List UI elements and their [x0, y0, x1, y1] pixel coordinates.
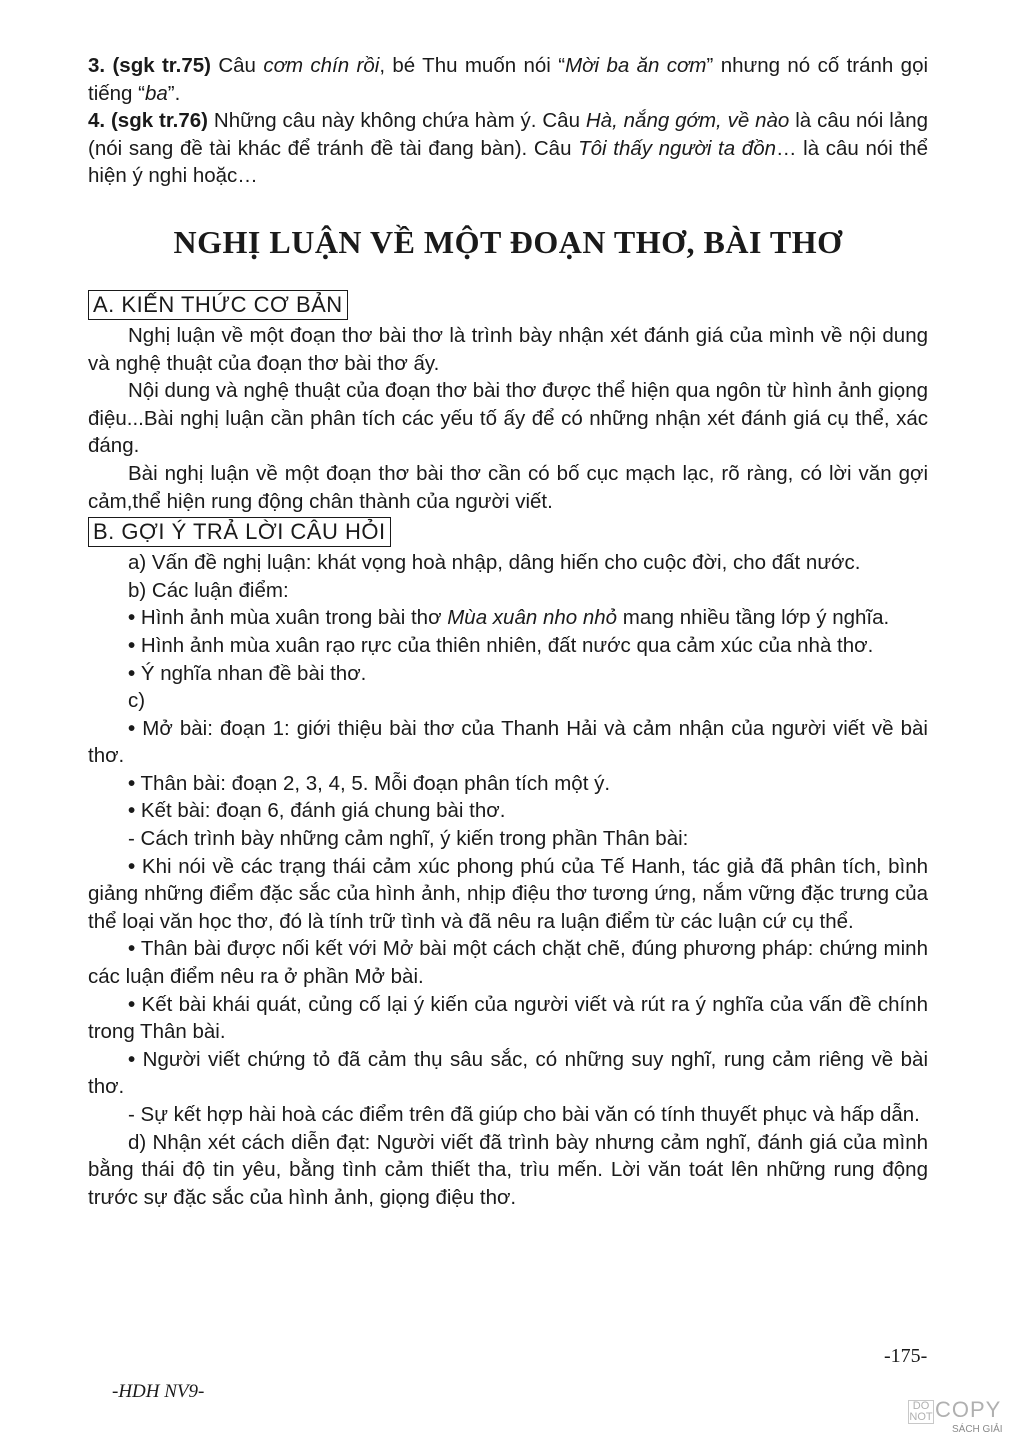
list-item: - Cách trình bày những cảm nghĩ, ý kiến trong phần Thân bài:	[128, 827, 689, 851]
section-b-heading: B. GỢI Ý TRẢ LỜI CÂU HỎI	[88, 517, 391, 547]
bullet-icon: •	[128, 771, 136, 795]
list-item: • Hình ảnh mùa xuân trong bài thơ Mùa xuân nho nhỏ mang nhiều tầng lớp ý nghĩa.	[128, 606, 890, 630]
item-b: b) Các luận điểm:	[128, 578, 289, 602]
page-title: NGHỊ LUẬN VỀ MỘT ĐOẠN THƠ, BÀI THƠ	[173, 223, 843, 260]
list-item: • Thân bài: đoạn 2, 3, 4, 5. Mỗi đoạn phân tích một ý.	[128, 771, 611, 795]
bullet-icon: •	[128, 799, 136, 823]
list-item: - Sự kết hợp hài hoà các điểm trên đã giúp cho bài văn có tính thuyết phục và hấp dẫn.	[128, 1103, 920, 1126]
bullet-icon: •	[128, 854, 136, 878]
bullet-icon: •	[128, 937, 136, 961]
answer-4: 4. (sgk tr.76) Những câu này không chứa hàm ý. Câu Hà, nắng gớm, về nào là câu nói lảng (nói sang đề tài khác để tránh đề tài đang bàn). Câu Tôi thấy người ta đồn… là câu nói thể hiện ý nghi hoặc…	[88, 109, 928, 188]
item-d: d) Nhận xét cách diễn đạt: Người viết đã trình bày nhưng cảm nghĩ, đánh giá của mình bằng thái độ tin yêu, bằng tình cảm thiết tha, trìu mến. Lời văn toát lên những rung động trước sự đặc sắc của hình ảnh, giọng điệu thơ.	[88, 1130, 928, 1209]
section-a-paragraph: Nghị luận về một đoạn thơ bài thơ là trình bày nhận xét đánh giá của mình về nội dung và nghệ thuật của đoạn thơ bài thơ ấy.	[88, 323, 928, 375]
bullet-icon: •	[128, 661, 136, 685]
list-item: • Hình ảnh mùa xuân rạo rực của thiên nhiên, đất nước qua cảm xúc của nhà thơ.	[128, 633, 874, 657]
section-a-paragraph: Bài nghị luận về một đoạn thơ bài thơ cần có bố cục mạch lạc, rõ ràng, có lời văn gợi cảm,thể hiện rung động chân thành của người viết.	[88, 461, 928, 513]
answer-3: 3. (sgk tr.75) Câu cơm chín rồi, bé Thu muốn nói “Mời ba ăn cơm” nhưng nó cố tránh gọi tiếng “ba”.	[88, 54, 929, 105]
page-number: -175-	[884, 1345, 928, 1367]
bullet-icon: •	[128, 633, 136, 657]
list-item: • Khi nói về các trạng thái cảm xúc phong phú của Tế Hanh, tác giả đã phân tích, bình giảng những điểm đặc sắc của hình ảnh, nhịp điệu thơ tương ứng, nắm vững đặc trưng của thể loại văn học thơ, đó là tính trữ tình và đã nêu ra luận điểm từ các luận cứ cụ thể.	[88, 854, 928, 933]
watermark-stamp	[908, 1397, 1008, 1444]
answer-3-label: 3. (sgk tr.75)	[88, 54, 211, 77]
bullet-icon: •	[128, 992, 136, 1016]
page-content	[88, 52, 928, 1211]
section-a-paragraph: Nội dung và nghệ thuật của đoạn thơ bài thơ được thể hiện qua ngôn từ hình ảnh giọng điệu...Bài nghị luận cần phân tích các yếu tố ấy để có những nhận xét đánh giá cụ thể, xác đáng.	[88, 379, 928, 458]
list-item: • Ý nghĩa nhan đề bài thơ.	[128, 661, 367, 685]
list-item: • Mở bài: đoạn 1: giới thiệu bài thơ của Thanh Hải và cảm nhận của người viết về bài thơ.	[88, 716, 928, 768]
list-item: • Kết bài khái quát, củng cố lại ý kiến của người viết và rút ra ý nghĩa của vấn đề chính trong Thân bài.	[88, 992, 928, 1044]
list-item: • Thân bài được nối kết với Mở bài một cách chặt chẽ, đúng phương pháp: chứng minh các luận điểm nêu ra ở phần Mở bài.	[88, 937, 928, 989]
bullet-icon: •	[128, 606, 136, 630]
bullet-icon: •	[128, 716, 136, 740]
watermark-copy: COPY	[935, 1397, 1002, 1422]
item-c: c)	[128, 689, 146, 713]
book-code: -HDH NV9-	[112, 1381, 205, 1402]
bullet-icon: •	[128, 1047, 136, 1071]
watermark-brand: SÁCH GIẢI	[952, 1424, 1003, 1435]
list-item: • Người viết chứng tỏ đã cảm thụ sâu sắc, có những suy nghĩ, rung cảm riêng về bài thơ.	[88, 1047, 928, 1099]
watermark-donot: DO NOT	[909, 1400, 933, 1423]
section-a-heading: A. KIẾN THỨC CƠ BẢN	[88, 290, 348, 320]
answer-4-label: 4. (sgk tr.76)	[88, 109, 209, 133]
list-item: • Kết bài: đoạn 6, đánh giá chung bài thơ.	[128, 799, 506, 823]
item-a: a) Vấn đề nghị luận: khát vọng hoà nhập, dâng hiến cho cuộc đời, cho đất nước.	[128, 551, 861, 575]
